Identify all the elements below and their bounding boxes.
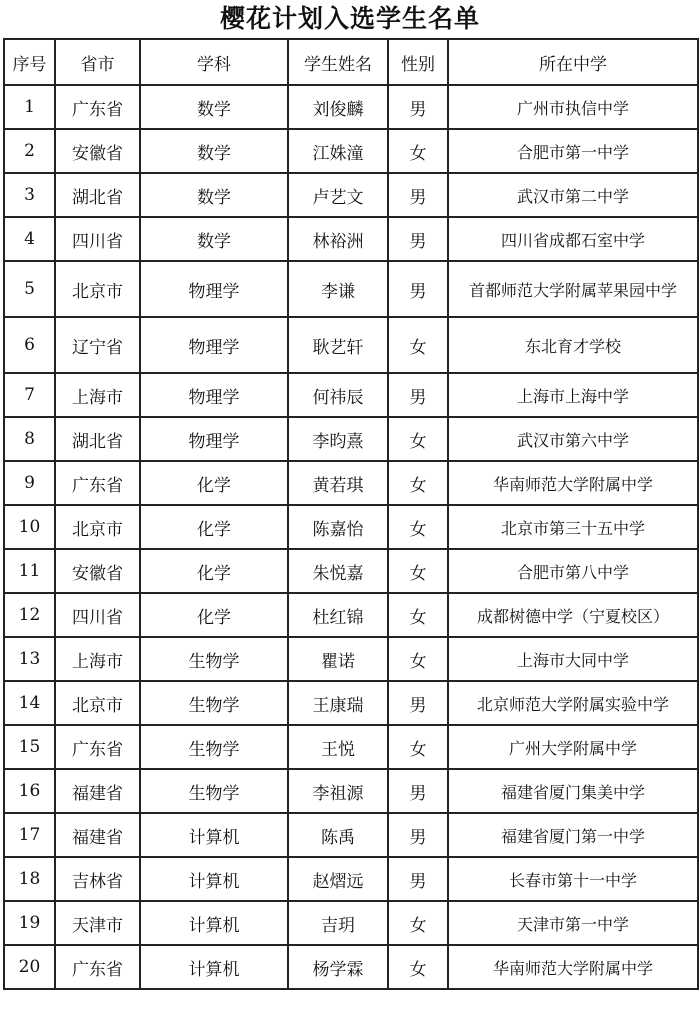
cell-gender: 女 [388, 725, 448, 769]
cell-school: 北京市第三十五中学 [448, 505, 698, 549]
cell-name: 林裕洲 [288, 217, 388, 261]
cell-gender: 女 [388, 945, 448, 989]
table-row [4, 681, 698, 725]
cell-no: 9 [4, 461, 55, 505]
cell-subject: 物理学 [140, 417, 288, 461]
cell-province: 广东省 [55, 85, 140, 129]
cell-subject: 物理学 [140, 261, 288, 317]
table-row [4, 945, 698, 989]
cell-no: 8 [4, 417, 55, 461]
cell-school: 合肥市第一中学 [448, 129, 698, 173]
table-row [4, 129, 698, 173]
cell-gender: 男 [388, 857, 448, 901]
cell-name: 陈禹 [288, 813, 388, 857]
cell-no: 3 [4, 173, 55, 217]
cell-name: 李昀熹 [288, 417, 388, 461]
table-row [4, 901, 698, 945]
table-row [4, 769, 698, 813]
cell-school: 华南师范大学附属中学 [448, 461, 698, 505]
cell-subject: 生物学 [140, 637, 288, 681]
cell-province: 北京市 [55, 505, 140, 549]
cell-no: 1 [4, 85, 55, 129]
header-gender: 性别 [388, 39, 448, 85]
cell-subject: 数学 [140, 173, 288, 217]
cell-subject: 化学 [140, 549, 288, 593]
cell-gender: 男 [388, 769, 448, 813]
cell-province: 福建省 [55, 769, 140, 813]
cell-gender: 女 [388, 593, 448, 637]
cell-school: 福建省厦门第一中学 [448, 813, 698, 857]
cell-province: 安徽省 [55, 129, 140, 173]
cell-name: 吉玥 [288, 901, 388, 945]
cell-school: 东北育才学校 [448, 317, 698, 373]
table-row [4, 85, 698, 129]
table-row [4, 461, 698, 505]
cell-subject: 生物学 [140, 725, 288, 769]
cell-name: 卢艺文 [288, 173, 388, 217]
cell-subject: 生物学 [140, 769, 288, 813]
header-province: 省市 [55, 39, 140, 85]
cell-name: 李谦 [288, 261, 388, 317]
cell-name: 刘俊麟 [288, 85, 388, 129]
cell-subject: 化学 [140, 505, 288, 549]
cell-province: 广东省 [55, 461, 140, 505]
table-row [4, 217, 698, 261]
cell-subject: 计算机 [140, 857, 288, 901]
cell-no: 10 [4, 505, 55, 549]
cell-province: 上海市 [55, 637, 140, 681]
cell-province: 上海市 [55, 373, 140, 417]
cell-school: 天津市第一中学 [448, 901, 698, 945]
cell-subject: 物理学 [140, 373, 288, 417]
table-row [4, 173, 698, 217]
cell-province: 北京市 [55, 681, 140, 725]
cell-province: 福建省 [55, 813, 140, 857]
cell-subject: 数学 [140, 217, 288, 261]
table-row [4, 637, 698, 681]
table-row [4, 505, 698, 549]
cell-name: 朱悦嘉 [288, 549, 388, 593]
cell-school: 广州大学附属中学 [448, 725, 698, 769]
table-header [4, 39, 698, 85]
cell-name: 黄若琪 [288, 461, 388, 505]
cell-no: 6 [4, 317, 55, 373]
cell-name: 李祖源 [288, 769, 388, 813]
cell-no: 7 [4, 373, 55, 417]
table-body [4, 85, 698, 989]
cell-school: 首都师范大学附属苹果园中学 [448, 261, 698, 317]
page-title: 樱花计划入选学生名单 [219, 4, 480, 33]
cell-no: 4 [4, 217, 55, 261]
cell-gender: 女 [388, 417, 448, 461]
cell-province: 天津市 [55, 901, 140, 945]
cell-no: 20 [4, 945, 55, 989]
cell-gender: 女 [388, 461, 448, 505]
cell-province: 湖北省 [55, 417, 140, 461]
cell-no: 19 [4, 901, 55, 945]
cell-school: 长春市第十一中学 [448, 857, 698, 901]
cell-subject: 物理学 [140, 317, 288, 373]
cell-subject: 计算机 [140, 901, 288, 945]
cell-name: 江姝潼 [288, 129, 388, 173]
cell-no: 2 [4, 129, 55, 173]
cell-gender: 女 [388, 129, 448, 173]
cell-name: 王康瑞 [288, 681, 388, 725]
cell-no: 14 [4, 681, 55, 725]
header-school: 所在中学 [448, 39, 698, 85]
table-row [4, 417, 698, 461]
cell-no: 18 [4, 857, 55, 901]
cell-gender: 女 [388, 637, 448, 681]
cell-school: 北京师范大学附属实验中学 [448, 681, 698, 725]
cell-school: 福建省厦门集美中学 [448, 769, 698, 813]
cell-name: 王悦 [288, 725, 388, 769]
table-row [4, 813, 698, 857]
header-name: 学生姓名 [288, 39, 388, 85]
cell-province: 北京市 [55, 261, 140, 317]
table-row [4, 549, 698, 593]
cell-gender: 男 [388, 217, 448, 261]
cell-no: 17 [4, 813, 55, 857]
cell-gender: 女 [388, 317, 448, 373]
cell-name: 何祎辰 [288, 373, 388, 417]
cell-gender: 男 [388, 173, 448, 217]
cell-no: 5 [4, 261, 55, 317]
cell-subject: 数学 [140, 129, 288, 173]
table-row [4, 261, 698, 317]
cell-subject: 生物学 [140, 681, 288, 725]
cell-school: 武汉市第二中学 [448, 173, 698, 217]
header-subject: 学科 [140, 39, 288, 85]
table-row [4, 857, 698, 901]
cell-gender: 男 [388, 85, 448, 129]
table-row [4, 317, 698, 373]
cell-name: 瞿诺 [288, 637, 388, 681]
header-no: 序号 [4, 39, 55, 85]
student-list-table [3, 38, 699, 990]
cell-subject: 化学 [140, 461, 288, 505]
cell-gender: 男 [388, 681, 448, 725]
cell-province: 广东省 [55, 725, 140, 769]
cell-subject: 数学 [140, 85, 288, 129]
cell-province: 辽宁省 [55, 317, 140, 373]
header-row [4, 39, 698, 85]
table-row [4, 725, 698, 769]
cell-gender: 女 [388, 549, 448, 593]
cell-name: 杨学霖 [288, 945, 388, 989]
table-row [4, 373, 698, 417]
cell-school: 成都树德中学（宁夏校区） [448, 593, 698, 637]
cell-school: 合肥市第八中学 [448, 549, 698, 593]
cell-province: 湖北省 [55, 173, 140, 217]
cell-province: 四川省 [55, 593, 140, 637]
cell-no: 12 [4, 593, 55, 637]
cell-name: 陈嘉怡 [288, 505, 388, 549]
cell-school: 上海市大同中学 [448, 637, 698, 681]
cell-no: 15 [4, 725, 55, 769]
cell-gender: 女 [388, 505, 448, 549]
cell-subject: 计算机 [140, 813, 288, 857]
cell-no: 16 [4, 769, 55, 813]
cell-gender: 男 [388, 373, 448, 417]
cell-no: 11 [4, 549, 55, 593]
cell-subject: 化学 [140, 593, 288, 637]
cell-school: 广州市执信中学 [448, 85, 698, 129]
cell-school: 华南师范大学附属中学 [448, 945, 698, 989]
cell-province: 四川省 [55, 217, 140, 261]
cell-gender: 女 [388, 901, 448, 945]
cell-province: 广东省 [55, 945, 140, 989]
cell-gender: 男 [388, 261, 448, 317]
cell-subject: 计算机 [140, 945, 288, 989]
cell-gender: 男 [388, 813, 448, 857]
cell-province: 安徽省 [55, 549, 140, 593]
cell-name: 杜红锦 [288, 593, 388, 637]
cell-school: 上海市上海中学 [448, 373, 698, 417]
cell-no: 13 [4, 637, 55, 681]
cell-province: 吉林省 [55, 857, 140, 901]
cell-school: 武汉市第六中学 [448, 417, 698, 461]
cell-school: 四川省成都石室中学 [448, 217, 698, 261]
table-row [4, 593, 698, 637]
cell-name: 赵熠远 [288, 857, 388, 901]
cell-name: 耿艺轩 [288, 317, 388, 373]
